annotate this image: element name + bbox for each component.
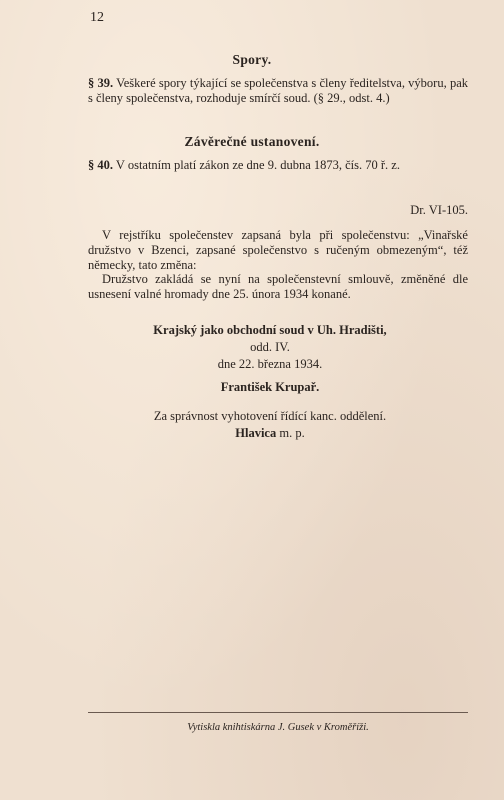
printer-imprint: Vytiskla knihtiskárna J. Gusek v Kroměříži. — [187, 722, 369, 733]
paragraph-40-text: V ostatním platí zákon ze dne 9. dubna 1873, čís. 70 ř. z. — [113, 158, 400, 172]
court-date: dne 22. března 1934. — [217, 357, 323, 371]
paragraph-40 — [88, 158, 468, 173]
page-number: 12 — [90, 10, 104, 25]
heading-spory: Spory. — [232, 52, 272, 67]
heading-zaverecne: Závěrečné ustanovení. — [184, 134, 320, 149]
registry-paragraph: V rejstříku společenstev zapsaná byla při společenstvu: „Vinařské družstvo v Bzenci, zapsané společenstvo s ručeným obmezeným“, též německy, tato změna: — [88, 228, 468, 272]
paragraph-39-text: Veškeré spory týkající se společenstva s členy ředitelstva, výboru, pak s členy společenstva, rozhoduje smírčí soud. (§ 29., odst. 4.) — [88, 76, 468, 105]
certification-line: Za správnost vyhotovení řídící kanc. oddělení. — [153, 409, 387, 423]
paragraph-39 — [88, 76, 468, 106]
certifier-line — [60, 426, 480, 441]
certifier-name: Hlavica — [235, 426, 277, 440]
court-department: odd. IV. — [250, 340, 290, 354]
change-paragraph: Družstvo zakládá se nyní na společenstevní smlouvě, změněné dle usnesení valné hromady dne 25. února 1934 konané. — [88, 272, 468, 301]
court-name: Krajský jako obchodní soud v Uh. Hradišti, — [153, 323, 387, 337]
certifier-suffix: m. p. — [276, 426, 305, 440]
signer-name: František Krupař. — [220, 380, 320, 394]
paragraph-39-number: § 39. — [88, 76, 114, 90]
paragraph-40-number: § 40. — [88, 158, 113, 172]
footer-divider — [88, 712, 468, 713]
registry-reference: Dr. VI-105. — [410, 203, 468, 217]
